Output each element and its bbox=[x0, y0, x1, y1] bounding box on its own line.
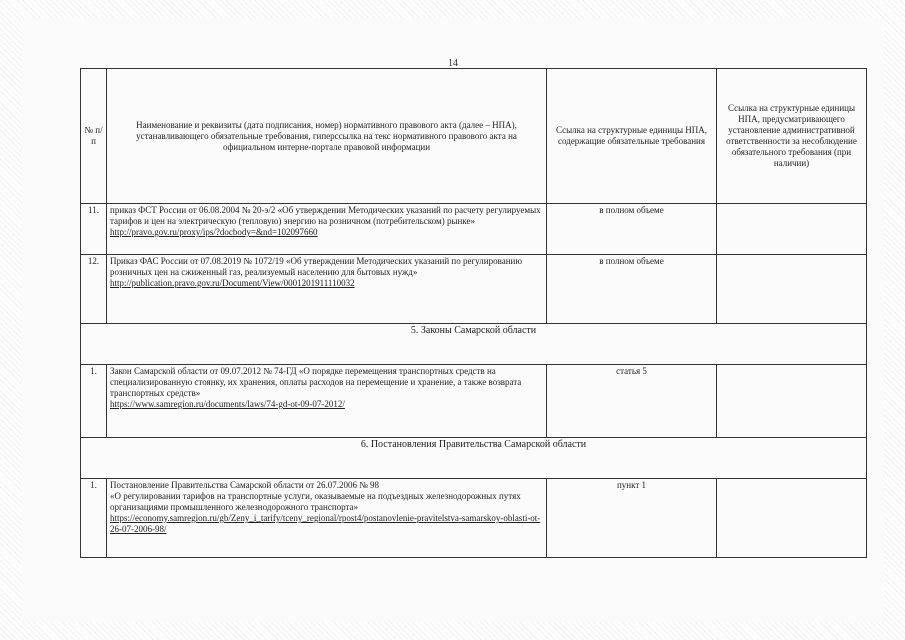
header-name: Наименование и реквизиты (дата подписания, номер) нормативного правового акта (далее – НПА), устанавливающего обязательные требования, гиперссылка на текс нормативного правового акта на официальном интерне-портале правовой информации bbox=[107, 69, 547, 204]
ref-cell: в полном объеме bbox=[547, 204, 717, 255]
resp-cell bbox=[717, 365, 867, 438]
ref-cell: в полном объеме bbox=[547, 255, 717, 324]
npa-link[interactable]: https://economy.samregion.ru/gb/Zeny_i_tarify/tceny_regional/rpost4/postanovlenie-pravitelstva-samarskoy-oblasti-ot-26-07-2006-98/ bbox=[110, 513, 541, 534]
resp-cell bbox=[717, 479, 867, 558]
table-row bbox=[81, 204, 867, 255]
section-heading-government-resolutions: 6. Постановления Правительства Самарской области bbox=[81, 438, 867, 479]
section-heading-laws: 5. Законы Самарской области bbox=[81, 324, 867, 365]
npa-name-cell bbox=[107, 479, 547, 558]
npa-name: Приказ ФАС России от 07.08.2019 № 1072/19 «Об утверждении Методических указаний по регулированию розничных цен на сжиженный газ, реализуемый населению для бытовых нужд» bbox=[110, 256, 523, 277]
table-row bbox=[81, 365, 867, 438]
npa-name: приказ ФСТ России от 06.08.2004 № 20-э/2 «Об утверждении Методических указаний по расчету регулируемых тарифов и цен на электрическую (тепловую) энергию на розничном (потребительском) рынке» bbox=[110, 205, 541, 226]
header-ref: Ссылка на структурные единицы НПА, содержащие обязательные требования bbox=[547, 69, 717, 204]
header-resp: Ссылка на структурные единицы НПА, предусматривающего установление административной ответственности за несоблюдение обязательного требования (при наличии) bbox=[717, 69, 867, 204]
section-heading-row bbox=[81, 324, 867, 365]
row-number: 1. bbox=[81, 479, 107, 558]
npa-link[interactable]: https://www.samregion.ru/documents/laws/74-gd-ot-09-07-2012/ bbox=[110, 399, 345, 409]
resp-cell bbox=[717, 255, 867, 324]
ref-cell: пункт 1 bbox=[547, 479, 717, 558]
page-number: 14 bbox=[448, 58, 458, 69]
npa-requirements-table bbox=[80, 68, 867, 558]
npa-name-line2: «О регулировании тарифов на транспортные услуги, оказываемые на подъездных железнодорожных путях организациями промышленного железнодорожного транспорта» bbox=[110, 491, 521, 512]
ref-cell: статья 5 bbox=[547, 365, 717, 438]
npa-name-cell bbox=[107, 365, 547, 438]
row-number: 11. bbox=[81, 204, 107, 255]
npa-link[interactable]: http://publication.pravo.gov.ru/Document/View/0001201911110032 bbox=[110, 278, 355, 288]
header-num: № п/п bbox=[81, 69, 107, 204]
row-number: 12. bbox=[81, 255, 107, 324]
npa-name: Закон Самарской области от 09.07.2012 № 74-ГД «О порядке перемещения транспортных средств на специализированную стоянку, их хранения, оплаты расходов на перемещение и хранение, а также возврата транспортных средств» bbox=[110, 366, 522, 398]
npa-name-cell bbox=[107, 204, 547, 255]
table-row bbox=[81, 479, 867, 558]
resp-cell bbox=[717, 204, 867, 255]
npa-link[interactable]: http://pravo.gov.ru/proxy/ips/?docbody=&nd=102097660 bbox=[110, 227, 318, 237]
row-number: 1. bbox=[81, 365, 107, 438]
npa-name-line1: Постановление Правительства Самарской области от 26.07.2006 № 98 bbox=[110, 480, 380, 490]
npa-name-cell bbox=[107, 255, 547, 324]
section-heading-row bbox=[81, 438, 867, 479]
table-row bbox=[81, 255, 867, 324]
table-header-row bbox=[81, 69, 867, 204]
